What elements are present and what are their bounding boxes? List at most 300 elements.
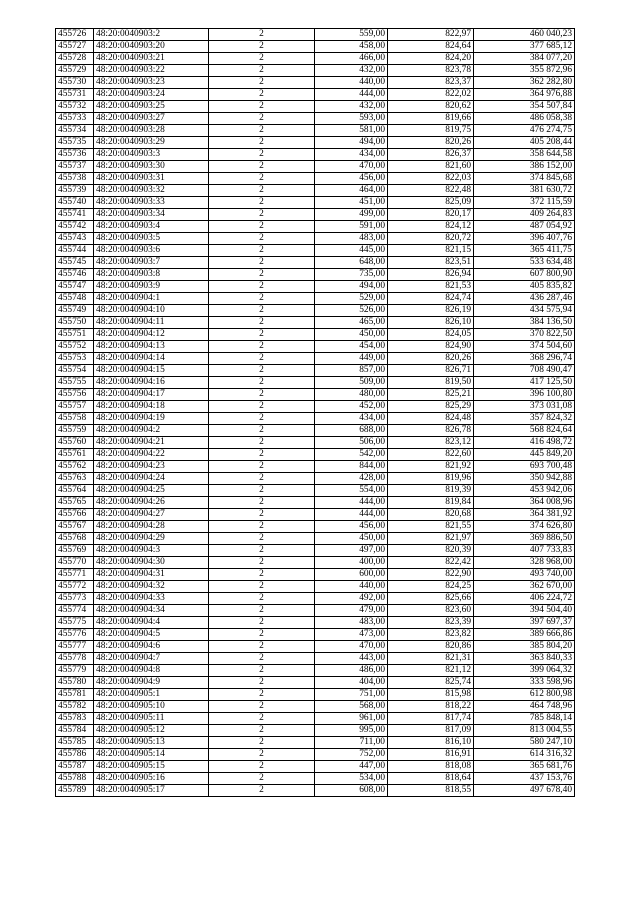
unit-value-cell: 821,92 (388, 461, 474, 473)
table-row (56, 713, 575, 725)
cadastral-value-cell: 407 733,83 (474, 545, 575, 557)
unit-value-cell: 824,05 (388, 329, 474, 341)
category-cell: 2 (209, 365, 315, 377)
category-cell: 2 (209, 773, 315, 785)
table-row (56, 149, 575, 161)
table-row (56, 509, 575, 521)
area-cell: 559,00 (315, 29, 388, 41)
area-cell: 735,00 (315, 269, 388, 281)
table-row (56, 233, 575, 245)
unit-value-cell: 821,53 (388, 281, 474, 293)
cadastral-value-cell: 374 626,80 (474, 521, 575, 533)
cadastral-number-cell: 48:20:0040904:1 (94, 293, 209, 305)
row-number-cell: 455742 (56, 221, 94, 233)
row-number-cell: 455761 (56, 449, 94, 461)
category-cell: 2 (209, 509, 315, 521)
table-row (56, 521, 575, 533)
category-cell: 2 (209, 353, 315, 365)
area-cell: 400,00 (315, 557, 388, 569)
unit-value-cell: 815,98 (388, 689, 474, 701)
table-row (56, 341, 575, 353)
cadastral-number-cell: 48:20:0040903:24 (94, 89, 209, 101)
unit-value-cell: 820,26 (388, 353, 474, 365)
cadastral-value-cell: 394 504,40 (474, 605, 575, 617)
unit-value-cell: 821,60 (388, 161, 474, 173)
cadastral-number-cell: 48:20:0040904:3 (94, 545, 209, 557)
cadastral-value-cell: 460 040,23 (474, 29, 575, 41)
cadastral-number-cell: 48:20:0040903:7 (94, 257, 209, 269)
table-row (56, 329, 575, 341)
table-row (56, 41, 575, 53)
table-row (56, 461, 575, 473)
cadastral-number-cell: 48:20:0040905:10 (94, 701, 209, 713)
cadastral-number-cell: 48:20:0040904:29 (94, 533, 209, 545)
cadastral-number-cell: 48:20:0040904:8 (94, 665, 209, 677)
cadastral-value-cell: 417 125,50 (474, 377, 575, 389)
row-number-cell: 455767 (56, 521, 94, 533)
category-cell: 2 (209, 305, 315, 317)
cadastral-value-cell: 381 630,72 (474, 185, 575, 197)
row-number-cell: 455778 (56, 653, 94, 665)
area-cell: 961,00 (315, 713, 388, 725)
cadastral-value-cell: 580 247,10 (474, 737, 575, 749)
cadastral-value-cell: 405 208,44 (474, 137, 575, 149)
cadastral-value-cell: 369 886,50 (474, 533, 575, 545)
table-row (56, 77, 575, 89)
category-cell: 2 (209, 689, 315, 701)
row-number-cell: 455747 (56, 281, 94, 293)
row-number-cell: 455740 (56, 197, 94, 209)
table-row (56, 425, 575, 437)
area-cell: 473,00 (315, 629, 388, 641)
row-number-cell: 455753 (56, 353, 94, 365)
cadastral-value-cell: 385 804,20 (474, 641, 575, 653)
row-number-cell: 455752 (56, 341, 94, 353)
row-number-cell: 455770 (56, 557, 94, 569)
cadastral-value-cell: 785 848,14 (474, 713, 575, 725)
table-row (56, 617, 575, 629)
row-number-cell: 455732 (56, 101, 94, 113)
unit-value-cell: 822,48 (388, 185, 474, 197)
category-cell: 2 (209, 149, 315, 161)
cadastral-value-cell: 357 824,32 (474, 413, 575, 425)
row-number-cell: 455775 (56, 617, 94, 629)
cadastral-number-cell: 48:20:0040904:9 (94, 677, 209, 689)
unit-value-cell: 818,22 (388, 701, 474, 713)
cadastral-value-cell: 384 077,20 (474, 53, 575, 65)
unit-value-cell: 816,91 (388, 749, 474, 761)
cadastral-number-cell: 48:20:0040904:10 (94, 305, 209, 317)
unit-value-cell: 821,15 (388, 245, 474, 257)
unit-value-cell: 819,66 (388, 113, 474, 125)
table-row (56, 689, 575, 701)
unit-value-cell: 818,08 (388, 761, 474, 773)
unit-value-cell: 824,20 (388, 53, 474, 65)
table-row (56, 137, 575, 149)
area-cell: 844,00 (315, 461, 388, 473)
row-number-cell: 455762 (56, 461, 94, 473)
cadastral-number-cell: 48:20:0040904:28 (94, 521, 209, 533)
row-number-cell: 455743 (56, 233, 94, 245)
area-cell: 450,00 (315, 533, 388, 545)
cadastral-number-cell: 48:20:0040904:17 (94, 389, 209, 401)
row-number-cell: 455787 (56, 761, 94, 773)
row-number-cell: 455736 (56, 149, 94, 161)
unit-value-cell: 820,62 (388, 101, 474, 113)
area-cell: 452,00 (315, 401, 388, 413)
table-row (56, 353, 575, 365)
table-row (56, 197, 575, 209)
area-cell: 995,00 (315, 725, 388, 737)
unit-value-cell: 817,74 (388, 713, 474, 725)
area-cell: 404,00 (315, 677, 388, 689)
unit-value-cell: 819,39 (388, 485, 474, 497)
cadastral-number-cell: 48:20:0040904:34 (94, 605, 209, 617)
cadastral-value-cell: 389 666,86 (474, 629, 575, 641)
unit-value-cell: 817,09 (388, 725, 474, 737)
category-cell: 2 (209, 677, 315, 689)
area-cell: 440,00 (315, 581, 388, 593)
unit-value-cell: 820,39 (388, 545, 474, 557)
area-cell: 492,00 (315, 593, 388, 605)
category-cell: 2 (209, 113, 315, 125)
category-cell: 2 (209, 617, 315, 629)
row-number-cell: 455741 (56, 209, 94, 221)
area-cell: 432,00 (315, 65, 388, 77)
row-number-cell: 455755 (56, 377, 94, 389)
row-number-cell: 455772 (56, 581, 94, 593)
cadastral-value-cell: 434 575,94 (474, 305, 575, 317)
area-cell: 456,00 (315, 521, 388, 533)
row-number-cell: 455759 (56, 425, 94, 437)
row-number-cell: 455751 (56, 329, 94, 341)
area-cell: 506,00 (315, 437, 388, 449)
cadastral-number-cell: 48:20:0040904:33 (94, 593, 209, 605)
table-row (56, 449, 575, 461)
cadastral-value-cell: 476 274,75 (474, 125, 575, 137)
category-cell: 2 (209, 77, 315, 89)
cadastral-value-cell: 396 407,76 (474, 233, 575, 245)
cadastral-number-cell: 48:20:0040905:13 (94, 737, 209, 749)
row-number-cell: 455777 (56, 641, 94, 653)
unit-value-cell: 819,50 (388, 377, 474, 389)
unit-value-cell: 820,26 (388, 137, 474, 149)
area-cell: 450,00 (315, 329, 388, 341)
area-cell: 449,00 (315, 353, 388, 365)
area-cell: 479,00 (315, 605, 388, 617)
row-number-cell: 455768 (56, 533, 94, 545)
cadastral-value-cell: 355 872,96 (474, 65, 575, 77)
table-row (56, 209, 575, 221)
unit-value-cell: 822,90 (388, 569, 474, 581)
table-row (56, 125, 575, 137)
row-number-cell: 455745 (56, 257, 94, 269)
area-cell: 440,00 (315, 77, 388, 89)
unit-value-cell: 824,74 (388, 293, 474, 305)
area-cell: 554,00 (315, 485, 388, 497)
row-number-cell: 455729 (56, 65, 94, 77)
row-number-cell: 455746 (56, 269, 94, 281)
area-cell: 470,00 (315, 161, 388, 173)
category-cell: 2 (209, 245, 315, 257)
unit-value-cell: 824,90 (388, 341, 474, 353)
table-body (56, 29, 575, 797)
row-number-cell: 455757 (56, 401, 94, 413)
cadastral-value-cell: 607 800,90 (474, 269, 575, 281)
cadastral-value-cell: 396 100,80 (474, 389, 575, 401)
row-number-cell: 455727 (56, 41, 94, 53)
cadastral-number-cell: 48:20:0040904:13 (94, 341, 209, 353)
table-row (56, 437, 575, 449)
cadastral-number-cell: 48:20:0040904:22 (94, 449, 209, 461)
area-cell: 458,00 (315, 41, 388, 53)
cadastral-value-cell: 374 845,68 (474, 173, 575, 185)
cadastral-number-cell: 48:20:0040904:31 (94, 569, 209, 581)
registry-sheet (55, 28, 575, 797)
cadastral-value-cell: 372 115,59 (474, 197, 575, 209)
category-cell: 2 (209, 725, 315, 737)
cadastral-value-cell: 493 740,00 (474, 569, 575, 581)
cadastral-number-cell: 48:20:0040905:1 (94, 689, 209, 701)
row-number-cell: 455754 (56, 365, 94, 377)
cadastral-value-cell: 397 697,37 (474, 617, 575, 629)
table-row (56, 305, 575, 317)
cadastral-value-table (55, 28, 575, 797)
cadastral-number-cell: 48:20:0040903:33 (94, 197, 209, 209)
cadastral-value-cell: 328 968,00 (474, 557, 575, 569)
unit-value-cell: 824,25 (388, 581, 474, 593)
cadastral-number-cell: 48:20:0040904:14 (94, 353, 209, 365)
row-number-cell: 455739 (56, 185, 94, 197)
unit-value-cell: 822,02 (388, 89, 474, 101)
area-cell: 499,00 (315, 209, 388, 221)
cadastral-number-cell: 48:20:0040904:24 (94, 473, 209, 485)
unit-value-cell: 822,42 (388, 557, 474, 569)
area-cell: 688,00 (315, 425, 388, 437)
category-cell: 2 (209, 437, 315, 449)
category-cell: 2 (209, 593, 315, 605)
cadastral-value-cell: 377 685,12 (474, 41, 575, 53)
cadastral-number-cell: 48:20:0040905:15 (94, 761, 209, 773)
cadastral-value-cell: 354 507,84 (474, 101, 575, 113)
area-cell: 480,00 (315, 389, 388, 401)
category-cell: 2 (209, 713, 315, 725)
unit-value-cell: 826,71 (388, 365, 474, 377)
cadastral-number-cell: 48:20:0040903:21 (94, 53, 209, 65)
cadastral-number-cell: 48:20:0040905:11 (94, 713, 209, 725)
category-cell: 2 (209, 329, 315, 341)
cadastral-value-cell: 364 381,92 (474, 509, 575, 521)
table-row (56, 473, 575, 485)
table-row (56, 413, 575, 425)
cadastral-number-cell: 48:20:0040903:5 (94, 233, 209, 245)
area-cell: 526,00 (315, 305, 388, 317)
category-cell: 2 (209, 581, 315, 593)
category-cell: 2 (209, 569, 315, 581)
area-cell: 443,00 (315, 653, 388, 665)
cadastral-number-cell: 48:20:0040905:12 (94, 725, 209, 737)
row-number-cell: 455726 (56, 29, 94, 41)
cadastral-number-cell: 48:20:0040903:3 (94, 149, 209, 161)
cadastral-value-cell: 486 058,38 (474, 113, 575, 125)
cadastral-value-cell: 370 822,50 (474, 329, 575, 341)
row-number-cell: 455771 (56, 569, 94, 581)
unit-value-cell: 823,78 (388, 65, 474, 77)
table-row (56, 569, 575, 581)
area-cell: 483,00 (315, 233, 388, 245)
cadastral-value-cell: 362 670,00 (474, 581, 575, 593)
cadastral-number-cell: 48:20:0040903:23 (94, 77, 209, 89)
unit-value-cell: 826,19 (388, 305, 474, 317)
cadastral-number-cell: 48:20:0040904:32 (94, 581, 209, 593)
area-cell: 444,00 (315, 509, 388, 521)
unit-value-cell: 825,66 (388, 593, 474, 605)
unit-value-cell: 822,03 (388, 173, 474, 185)
unit-value-cell: 825,21 (388, 389, 474, 401)
cadastral-value-cell: 405 835,82 (474, 281, 575, 293)
cadastral-value-cell: 362 282,80 (474, 77, 575, 89)
table-row (56, 317, 575, 329)
cadastral-number-cell: 48:20:0040903:29 (94, 137, 209, 149)
cadastral-number-cell: 48:20:0040904:7 (94, 653, 209, 665)
category-cell: 2 (209, 605, 315, 617)
category-cell: 2 (209, 497, 315, 509)
cadastral-value-cell: 364 976,88 (474, 89, 575, 101)
cadastral-value-cell: 533 634,48 (474, 257, 575, 269)
table-row (56, 389, 575, 401)
cadastral-number-cell: 48:20:0040903:31 (94, 173, 209, 185)
table-row (56, 773, 575, 785)
area-cell: 434,00 (315, 149, 388, 161)
unit-value-cell: 822,60 (388, 449, 474, 461)
table-row (56, 545, 575, 557)
cadastral-value-cell: 437 153,76 (474, 773, 575, 785)
area-cell: 465,00 (315, 317, 388, 329)
unit-value-cell: 826,94 (388, 269, 474, 281)
cadastral-number-cell: 48:20:0040904:6 (94, 641, 209, 653)
cadastral-value-cell: 813 004,55 (474, 725, 575, 737)
area-cell: 444,00 (315, 497, 388, 509)
table-row (56, 533, 575, 545)
row-number-cell: 455783 (56, 713, 94, 725)
table-row (56, 365, 575, 377)
area-cell: 497,00 (315, 545, 388, 557)
unit-value-cell: 819,75 (388, 125, 474, 137)
area-cell: 444,00 (315, 89, 388, 101)
unit-value-cell: 823,60 (388, 605, 474, 617)
category-cell: 2 (209, 41, 315, 53)
cadastral-number-cell: 48:20:0040904:26 (94, 497, 209, 509)
cadastral-number-cell: 48:20:0040903:9 (94, 281, 209, 293)
area-cell: 593,00 (315, 113, 388, 125)
category-cell: 2 (209, 137, 315, 149)
category-cell: 2 (209, 233, 315, 245)
cadastral-value-cell: 708 490,47 (474, 365, 575, 377)
cadastral-number-cell: 48:20:0040905:16 (94, 773, 209, 785)
category-cell: 2 (209, 533, 315, 545)
cadastral-number-cell: 48:20:0040903:30 (94, 161, 209, 173)
category-cell: 2 (209, 761, 315, 773)
table-row (56, 377, 575, 389)
category-cell: 2 (209, 413, 315, 425)
row-number-cell: 455766 (56, 509, 94, 521)
row-number-cell: 455774 (56, 605, 94, 617)
cadastral-number-cell: 48:20:0040903:28 (94, 125, 209, 137)
cadastral-value-cell: 333 598,96 (474, 677, 575, 689)
area-cell: 534,00 (315, 773, 388, 785)
cadastral-number-cell: 48:20:0040903:32 (94, 185, 209, 197)
cadastral-value-cell: 406 224,72 (474, 593, 575, 605)
area-cell: 445,00 (315, 245, 388, 257)
row-number-cell: 455786 (56, 749, 94, 761)
cadastral-number-cell: 48:20:0040904:15 (94, 365, 209, 377)
row-number-cell: 455750 (56, 317, 94, 329)
category-cell: 2 (209, 629, 315, 641)
table-row (56, 701, 575, 713)
area-cell: 486,00 (315, 665, 388, 677)
category-cell: 2 (209, 173, 315, 185)
cadastral-value-cell: 350 942,88 (474, 473, 575, 485)
cadastral-value-cell: 693 700,48 (474, 461, 575, 473)
cadastral-value-cell: 358 644,58 (474, 149, 575, 161)
cadastral-value-cell: 497 678,40 (474, 785, 575, 797)
category-cell: 2 (209, 341, 315, 353)
unit-value-cell: 826,10 (388, 317, 474, 329)
unit-value-cell: 823,37 (388, 77, 474, 89)
cadastral-value-cell: 409 264,83 (474, 209, 575, 221)
unit-value-cell: 818,64 (388, 773, 474, 785)
table-row (56, 761, 575, 773)
category-cell: 2 (209, 269, 315, 281)
category-cell: 2 (209, 125, 315, 137)
category-cell: 2 (209, 389, 315, 401)
row-number-cell: 455764 (56, 485, 94, 497)
table-row (56, 113, 575, 125)
cadastral-number-cell: 48:20:0040905:17 (94, 785, 209, 797)
cadastral-number-cell: 48:20:0040904:27 (94, 509, 209, 521)
category-cell: 2 (209, 317, 315, 329)
cadastral-number-cell: 48:20:0040904:21 (94, 437, 209, 449)
row-number-cell: 455744 (56, 245, 94, 257)
unit-value-cell: 823,39 (388, 617, 474, 629)
unit-value-cell: 819,84 (388, 497, 474, 509)
cadastral-number-cell: 48:20:0040904:25 (94, 485, 209, 497)
unit-value-cell: 820,68 (388, 509, 474, 521)
cadastral-value-cell: 368 296,74 (474, 353, 575, 365)
category-cell: 2 (209, 161, 315, 173)
cadastral-number-cell: 48:20:0040904:11 (94, 317, 209, 329)
cadastral-value-cell: 614 316,32 (474, 749, 575, 761)
category-cell: 2 (209, 209, 315, 221)
table-row (56, 641, 575, 653)
category-cell: 2 (209, 257, 315, 269)
category-cell: 2 (209, 101, 315, 113)
table-row (56, 677, 575, 689)
unit-value-cell: 823,12 (388, 437, 474, 449)
unit-value-cell: 820,17 (388, 209, 474, 221)
row-number-cell: 455734 (56, 125, 94, 137)
row-number-cell: 455765 (56, 497, 94, 509)
table-row (56, 725, 575, 737)
row-number-cell: 455769 (56, 545, 94, 557)
cadastral-value-cell: 436 287,46 (474, 293, 575, 305)
cadastral-number-cell: 48:20:0040903:22 (94, 65, 209, 77)
category-cell: 2 (209, 65, 315, 77)
cadastral-value-cell: 374 504,60 (474, 341, 575, 353)
category-cell: 2 (209, 473, 315, 485)
row-number-cell: 455738 (56, 173, 94, 185)
row-number-cell: 455756 (56, 389, 94, 401)
